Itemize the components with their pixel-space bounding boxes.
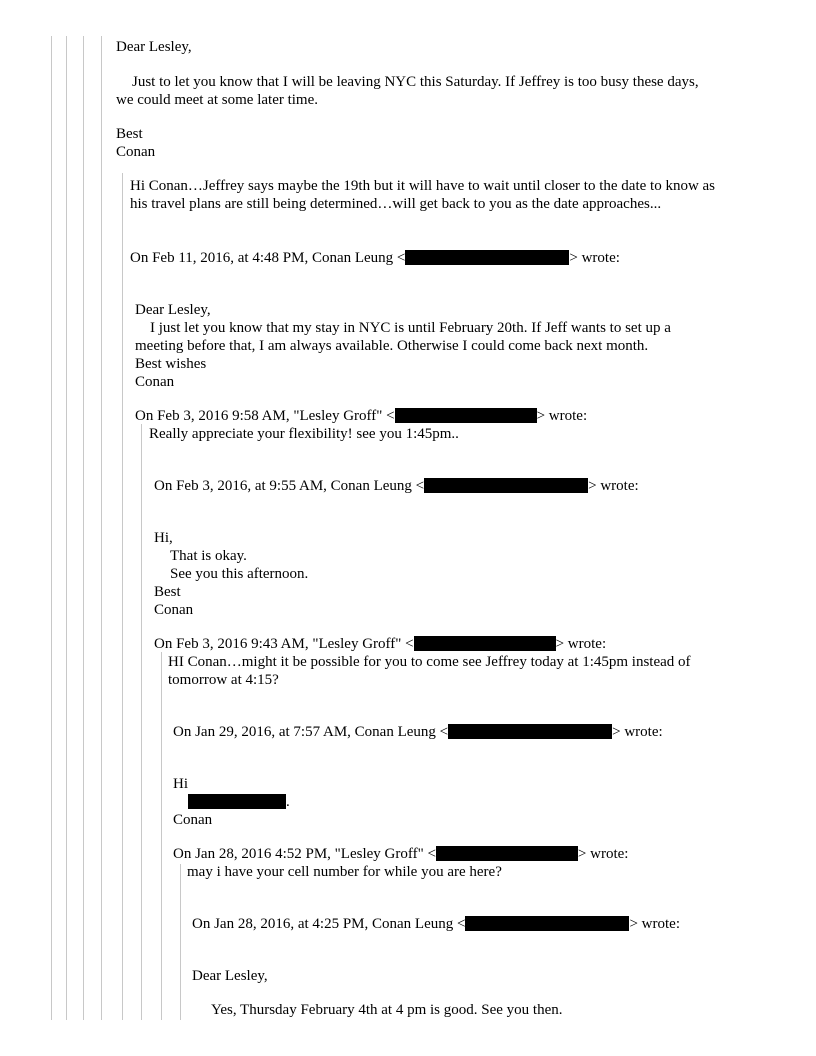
greeting: Dear Lesley, (192, 968, 268, 984)
quote-bar (101, 36, 102, 1020)
body-line: meeting before that, I am always available. Otherwise I could come back next month. (135, 338, 649, 354)
body-line: tomorrow at 4:15? (168, 672, 279, 688)
quote-bar (51, 36, 52, 1020)
redacted-email (405, 250, 569, 265)
signature: Conan (154, 602, 194, 618)
redacted-phone (188, 794, 286, 809)
quote-header-prefix: On Feb 3, 2016, at 9:55 AM, Conan Leung < (154, 478, 425, 494)
quote-header-prefix: On Feb 3, 2016 9:58 AM, "Lesley Groff" < (135, 408, 395, 424)
quote-bar (66, 36, 67, 1020)
signature: Conan (173, 812, 213, 828)
quote-header (173, 845, 628, 863)
quote-header-prefix: On Feb 3, 2016 9:43 AM, "Lesley Groff" < (154, 636, 414, 652)
closing: Best (154, 584, 181, 600)
quote-header-suffix: > wrote: (569, 250, 620, 266)
body-text: . (286, 794, 290, 810)
body-line: Just to let you know that I will be leaving NYC this Saturday. If Jeffrey is too busy these days, (132, 74, 699, 90)
quote-bar (83, 36, 84, 1020)
body-line: HI Conan…might it be possible for you to come see Jeffrey today at 1:45pm instead of (168, 654, 691, 670)
redacted-email (414, 636, 556, 651)
quote-header (192, 915, 680, 933)
signature: Conan (116, 144, 156, 160)
body-line: See you this afternoon. (170, 566, 309, 582)
redacted-email (395, 408, 537, 423)
redacted-email (448, 724, 612, 739)
closing: Best (116, 126, 143, 142)
body-line: I just let you know that my stay in NYC is until February 20th. If Jeff wants to set up a (150, 320, 671, 336)
quote-header (154, 477, 639, 495)
quote-header-suffix: > wrote: (555, 636, 607, 652)
quote-header-prefix: On Feb 11, 2016, at 4:48 PM, Conan Leung < (130, 250, 406, 266)
quote-header (173, 723, 663, 741)
body-line: Really appreciate your flexibility! see you 1:45pm.. (149, 426, 459, 442)
redacted-email (436, 846, 578, 861)
greeting: Dear Lesley, (135, 302, 211, 318)
redacted-email (465, 916, 629, 931)
quote-bar (122, 173, 123, 1020)
quote-header (154, 635, 606, 653)
body-line: That is okay. (170, 548, 247, 564)
quote-bar (141, 424, 142, 1020)
redacted-email (424, 478, 588, 493)
quote-header-prefix: On Jan 28, 2016 4:52 PM, "Lesley Groff" < (173, 846, 436, 862)
greeting: Dear Lesley, (116, 39, 192, 55)
quote-header-suffix: > wrote: (577, 846, 629, 862)
quote-header-prefix: On Jan 29, 2016, at 7:57 AM, Conan Leung < (173, 724, 449, 740)
quote-header (135, 407, 587, 425)
body-line (188, 793, 290, 811)
body-line: may i have your cell number for while you are here? (187, 864, 502, 880)
quote-header-suffix: > wrote: (612, 724, 663, 740)
greeting: Hi, (154, 530, 173, 546)
body-line: his travel plans are still being determined…will get back to you as the date approaches... (130, 196, 662, 212)
body-line: Hi Conan…Jeffrey says maybe the 19th but it will have to wait until closer to the date to know as (130, 178, 716, 194)
quote-header-suffix: > wrote: (588, 478, 639, 494)
quote-header-suffix: > wrote: (536, 408, 588, 424)
quote-header-suffix: > wrote: (629, 916, 680, 932)
body-line: we could meet at some later time. (116, 92, 319, 108)
quote-header (130, 249, 620, 267)
body-line: Yes, Thursday February 4th at 4 pm is good. See you then. (211, 1002, 563, 1018)
quote-bar (161, 652, 162, 1020)
greeting: Hi (173, 776, 188, 792)
quote-header-prefix: On Jan 28, 2016, at 4:25 PM, Conan Leung < (192, 916, 466, 932)
closing: Best wishes (135, 356, 207, 372)
quote-bar (180, 864, 181, 1020)
signature: Conan (135, 374, 175, 390)
